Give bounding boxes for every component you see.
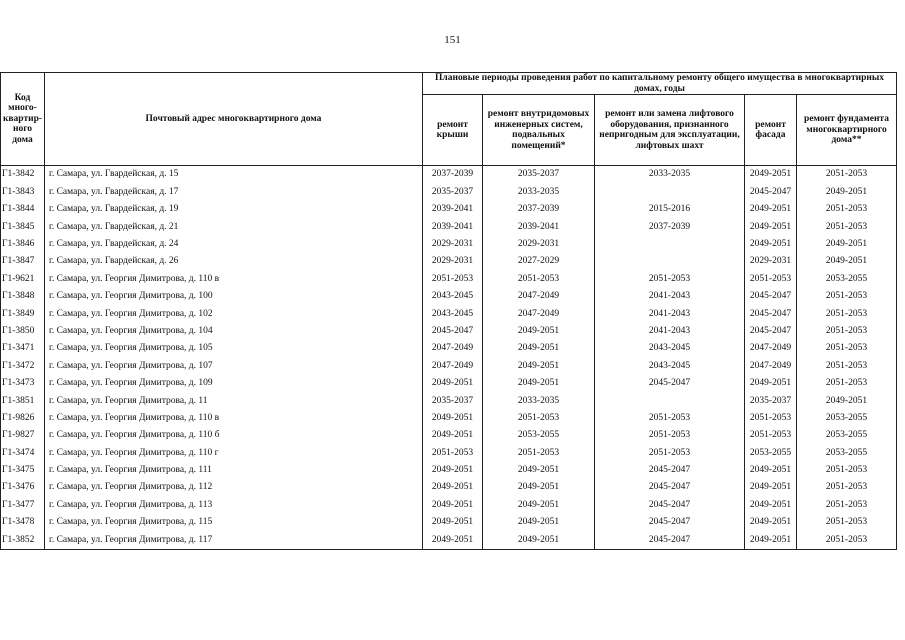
cell-address: г. Самара, ул. Георгия Димитрова, д. 105 <box>45 340 423 357</box>
header-address: Почтовый адрес многоквартирного дома <box>45 73 423 166</box>
cell-address: г. Самара, ул. Гвардейская, д. 24 <box>45 236 423 253</box>
repair-schedule-table <box>0 72 897 550</box>
cell-facade: 2045-2047 <box>745 183 797 200</box>
cell-address: г. Самара, ул. Георгия Димитрова, д. 110 г <box>45 444 423 461</box>
cell-foundation: 2051-2053 <box>797 514 897 531</box>
table-row <box>1 323 897 340</box>
table-row <box>1 479 897 496</box>
cell-engineering: 2027-2029 <box>483 253 595 270</box>
cell-foundation: 2049-2051 <box>797 392 897 409</box>
cell-elevator <box>595 236 745 253</box>
cell-elevator: 2045-2047 <box>595 375 745 392</box>
table-row <box>1 462 897 479</box>
header-foundation: ремонт фундамента многоквартирного дома** <box>797 95 897 166</box>
cell-elevator: 2041-2043 <box>595 288 745 305</box>
cell-address: г. Самара, ул. Георгия Димитрова, д. 102 <box>45 305 423 322</box>
cell-address: г. Самара, ул. Георгия Димитрова, д. 110 в <box>45 270 423 287</box>
cell-foundation: 2051-2053 <box>797 462 897 479</box>
cell-foundation: 2051-2053 <box>797 375 897 392</box>
header-group: Плановые периоды проведения работ по капитальному ремонту общего имущества в многоквартирных домах, годы <box>423 73 897 95</box>
cell-engineering: 2049-2051 <box>483 323 595 340</box>
cell-address: г. Самара, ул. Георгия Димитрова, д. 110 в <box>45 409 423 426</box>
cell-engineering: 2035-2037 <box>483 166 595 184</box>
table-row <box>1 166 897 184</box>
table-header <box>1 73 897 166</box>
cell-roof: 2047-2049 <box>423 340 483 357</box>
cell-engineering: 2049-2051 <box>483 479 595 496</box>
cell-roof: 2045-2047 <box>423 323 483 340</box>
cell-roof: 2037-2039 <box>423 166 483 184</box>
cell-elevator <box>595 253 745 270</box>
cell-foundation: 2049-2051 <box>797 253 897 270</box>
table-row <box>1 288 897 305</box>
table-row <box>1 305 897 322</box>
cell-facade: 2035-2037 <box>745 392 797 409</box>
cell-elevator: 2045-2047 <box>595 462 745 479</box>
cell-facade: 2051-2053 <box>745 427 797 444</box>
cell-roof: 2049-2051 <box>423 531 483 549</box>
cell-engineering: 2039-2041 <box>483 218 595 235</box>
cell-roof: 2051-2053 <box>423 270 483 287</box>
table-row <box>1 409 897 426</box>
cell-roof: 2029-2031 <box>423 236 483 253</box>
table-row <box>1 514 897 531</box>
table-row <box>1 357 897 374</box>
cell-code: Г1-3849 <box>1 305 45 322</box>
cell-engineering: 2049-2051 <box>483 462 595 479</box>
cell-roof: 2049-2051 <box>423 514 483 531</box>
cell-facade: 2047-2049 <box>745 357 797 374</box>
cell-address: г. Самара, ул. Георгия Димитрова, д. 110 б <box>45 427 423 444</box>
cell-facade: 2049-2051 <box>745 375 797 392</box>
cell-elevator: 2043-2045 <box>595 357 745 374</box>
table-row <box>1 270 897 287</box>
cell-roof: 2049-2051 <box>423 462 483 479</box>
cell-address: г. Самара, ул. Георгия Димитрова, д. 100 <box>45 288 423 305</box>
table-row <box>1 236 897 253</box>
cell-code: Г1-3844 <box>1 201 45 218</box>
cell-roof: 2049-2051 <box>423 496 483 513</box>
cell-roof: 2051-2053 <box>423 444 483 461</box>
cell-facade: 2049-2051 <box>745 218 797 235</box>
cell-facade: 2051-2053 <box>745 409 797 426</box>
cell-facade: 2045-2047 <box>745 323 797 340</box>
cell-roof: 2049-2051 <box>423 427 483 444</box>
cell-elevator: 2043-2045 <box>595 340 745 357</box>
table-row <box>1 253 897 270</box>
cell-foundation: 2051-2053 <box>797 323 897 340</box>
header-code: Код много-квартир-ного дома <box>1 73 45 166</box>
cell-facade: 2029-2031 <box>745 253 797 270</box>
table-row <box>1 201 897 218</box>
cell-address: г. Самара, ул. Георгия Димитрова, д. 111 <box>45 462 423 479</box>
cell-elevator <box>595 392 745 409</box>
cell-elevator: 2045-2047 <box>595 531 745 549</box>
cell-elevator: 2015-2016 <box>595 201 745 218</box>
cell-address: г. Самара, ул. Гвардейская, д. 17 <box>45 183 423 200</box>
cell-elevator: 2037-2039 <box>595 218 745 235</box>
cell-code: Г1-3851 <box>1 392 45 409</box>
table-row <box>1 375 897 392</box>
cell-foundation: 2051-2053 <box>797 288 897 305</box>
cell-code: Г1-3473 <box>1 375 45 392</box>
cell-code: Г1-3477 <box>1 496 45 513</box>
cell-code: Г1-3846 <box>1 236 45 253</box>
cell-facade: 2045-2047 <box>745 288 797 305</box>
cell-elevator: 2051-2053 <box>595 444 745 461</box>
cell-engineering: 2049-2051 <box>483 340 595 357</box>
cell-facade: 2049-2051 <box>745 531 797 549</box>
cell-engineering: 2033-2035 <box>483 392 595 409</box>
cell-address: г. Самара, ул. Георгия Димитрова, д. 117 <box>45 531 423 549</box>
page-number: 151 <box>444 34 461 46</box>
cell-roof: 2029-2031 <box>423 253 483 270</box>
cell-roof: 2035-2037 <box>423 392 483 409</box>
header-facade: ремонт фасада <box>745 95 797 166</box>
cell-foundation: 2051-2053 <box>797 201 897 218</box>
cell-address: г. Самара, ул. Георгия Димитрова, д. 112 <box>45 479 423 496</box>
cell-roof: 2043-2045 <box>423 288 483 305</box>
cell-address: г. Самара, ул. Гвардейская, д. 21 <box>45 218 423 235</box>
cell-facade: 2051-2053 <box>745 270 797 287</box>
table-row <box>1 444 897 461</box>
cell-elevator: 2051-2053 <box>595 427 745 444</box>
cell-roof: 2049-2051 <box>423 479 483 496</box>
cell-foundation: 2051-2053 <box>797 218 897 235</box>
cell-foundation: 2051-2053 <box>797 340 897 357</box>
cell-engineering: 2049-2051 <box>483 514 595 531</box>
table-row <box>1 496 897 513</box>
cell-address: г. Самара, ул. Гвардейская, д. 19 <box>45 201 423 218</box>
cell-facade: 2045-2047 <box>745 305 797 322</box>
cell-address: г. Самара, ул. Георгия Димитрова, д. 115 <box>45 514 423 531</box>
table-row <box>1 531 897 549</box>
table-row <box>1 427 897 444</box>
cell-engineering: 2051-2053 <box>483 409 595 426</box>
cell-code: Г1-3472 <box>1 357 45 374</box>
table-row <box>1 183 897 200</box>
cell-code: Г1-3852 <box>1 531 45 549</box>
cell-elevator: 2033-2035 <box>595 166 745 184</box>
cell-code: Г1-9827 <box>1 427 45 444</box>
cell-code: Г1-9621 <box>1 270 45 287</box>
cell-facade: 2049-2051 <box>745 236 797 253</box>
cell-foundation: 2053-2055 <box>797 409 897 426</box>
cell-facade: 2049-2051 <box>745 514 797 531</box>
cell-engineering: 2029-2031 <box>483 236 595 253</box>
cell-address: г. Самара, ул. Георгия Димитрова, д. 109 <box>45 375 423 392</box>
cell-foundation: 2051-2053 <box>797 479 897 496</box>
cell-facade: 2047-2049 <box>745 340 797 357</box>
cell-elevator: 2041-2043 <box>595 305 745 322</box>
table-row <box>1 392 897 409</box>
cell-facade: 2049-2051 <box>745 496 797 513</box>
cell-foundation: 2051-2053 <box>797 166 897 184</box>
cell-elevator: 2045-2047 <box>595 479 745 496</box>
cell-elevator <box>595 183 745 200</box>
header-engineering: ремонт внутридомовых инженерных систем, подвальных помещений* <box>483 95 595 166</box>
cell-code: Г1-3842 <box>1 166 45 184</box>
cell-elevator: 2045-2047 <box>595 496 745 513</box>
cell-code: Г1-3474 <box>1 444 45 461</box>
cell-code: Г1-3475 <box>1 462 45 479</box>
cell-roof: 2049-2051 <box>423 375 483 392</box>
table-row <box>1 340 897 357</box>
cell-elevator: 2051-2053 <box>595 409 745 426</box>
cell-address: г. Самара, ул. Георгия Димитрова, д. 104 <box>45 323 423 340</box>
cell-code: Г1-3471 <box>1 340 45 357</box>
cell-roof: 2043-2045 <box>423 305 483 322</box>
cell-code: Г1-3843 <box>1 183 45 200</box>
cell-foundation: 2051-2053 <box>797 305 897 322</box>
cell-code: Г1-3848 <box>1 288 45 305</box>
cell-code: Г1-3850 <box>1 323 45 340</box>
cell-foundation: 2049-2051 <box>797 183 897 200</box>
cell-foundation: 2053-2055 <box>797 427 897 444</box>
cell-foundation: 2051-2053 <box>797 496 897 513</box>
cell-code: Г1-3845 <box>1 218 45 235</box>
cell-code: Г1-3476 <box>1 479 45 496</box>
cell-engineering: 2033-2035 <box>483 183 595 200</box>
cell-foundation: 2051-2053 <box>797 357 897 374</box>
cell-foundation: 2049-2051 <box>797 236 897 253</box>
cell-engineering: 2049-2051 <box>483 496 595 513</box>
cell-code: Г1-9826 <box>1 409 45 426</box>
table-row <box>1 218 897 235</box>
cell-code: Г1-3478 <box>1 514 45 531</box>
cell-address: г. Самара, ул. Гвардейская, д. 26 <box>45 253 423 270</box>
cell-facade: 2049-2051 <box>745 479 797 496</box>
cell-roof: 2049-2051 <box>423 409 483 426</box>
cell-engineering: 2049-2051 <box>483 375 595 392</box>
cell-engineering: 2047-2049 <box>483 288 595 305</box>
cell-foundation: 2051-2053 <box>797 531 897 549</box>
cell-code: Г1-3847 <box>1 253 45 270</box>
cell-address: г. Самара, ул. Георгия Димитрова, д. 107 <box>45 357 423 374</box>
cell-address: г. Самара, ул. Георгия Димитрова, д. 113 <box>45 496 423 513</box>
cell-engineering: 2047-2049 <box>483 305 595 322</box>
cell-address: г. Самара, ул. Георгия Димитрова, д. 11 <box>45 392 423 409</box>
repair-schedule-table-wrapper <box>0 72 896 550</box>
cell-address: г. Самара, ул. Гвардейская, д. 15 <box>45 166 423 184</box>
table-body <box>1 166 897 550</box>
cell-facade: 2049-2051 <box>745 462 797 479</box>
cell-engineering: 2049-2051 <box>483 357 595 374</box>
cell-roof: 2039-2041 <box>423 218 483 235</box>
cell-roof: 2035-2037 <box>423 183 483 200</box>
cell-engineering: 2053-2055 <box>483 427 595 444</box>
cell-facade: 2049-2051 <box>745 201 797 218</box>
header-roof: ремонт крыши <box>423 95 483 166</box>
cell-facade: 2049-2051 <box>745 166 797 184</box>
cell-elevator: 2051-2053 <box>595 270 745 287</box>
cell-roof: 2039-2041 <box>423 201 483 218</box>
cell-elevator: 2045-2047 <box>595 514 745 531</box>
cell-engineering: 2037-2039 <box>483 201 595 218</box>
cell-engineering: 2051-2053 <box>483 444 595 461</box>
cell-foundation: 2053-2055 <box>797 270 897 287</box>
cell-engineering: 2049-2051 <box>483 531 595 549</box>
cell-roof: 2047-2049 <box>423 357 483 374</box>
cell-facade: 2053-2055 <box>745 444 797 461</box>
header-elevator: ремонт или замена лифтового оборудования, признанного непригодным для эксплуатации, лифтовых шахт <box>595 95 745 166</box>
cell-elevator: 2041-2043 <box>595 323 745 340</box>
cell-foundation: 2053-2055 <box>797 444 897 461</box>
cell-engineering: 2051-2053 <box>483 270 595 287</box>
